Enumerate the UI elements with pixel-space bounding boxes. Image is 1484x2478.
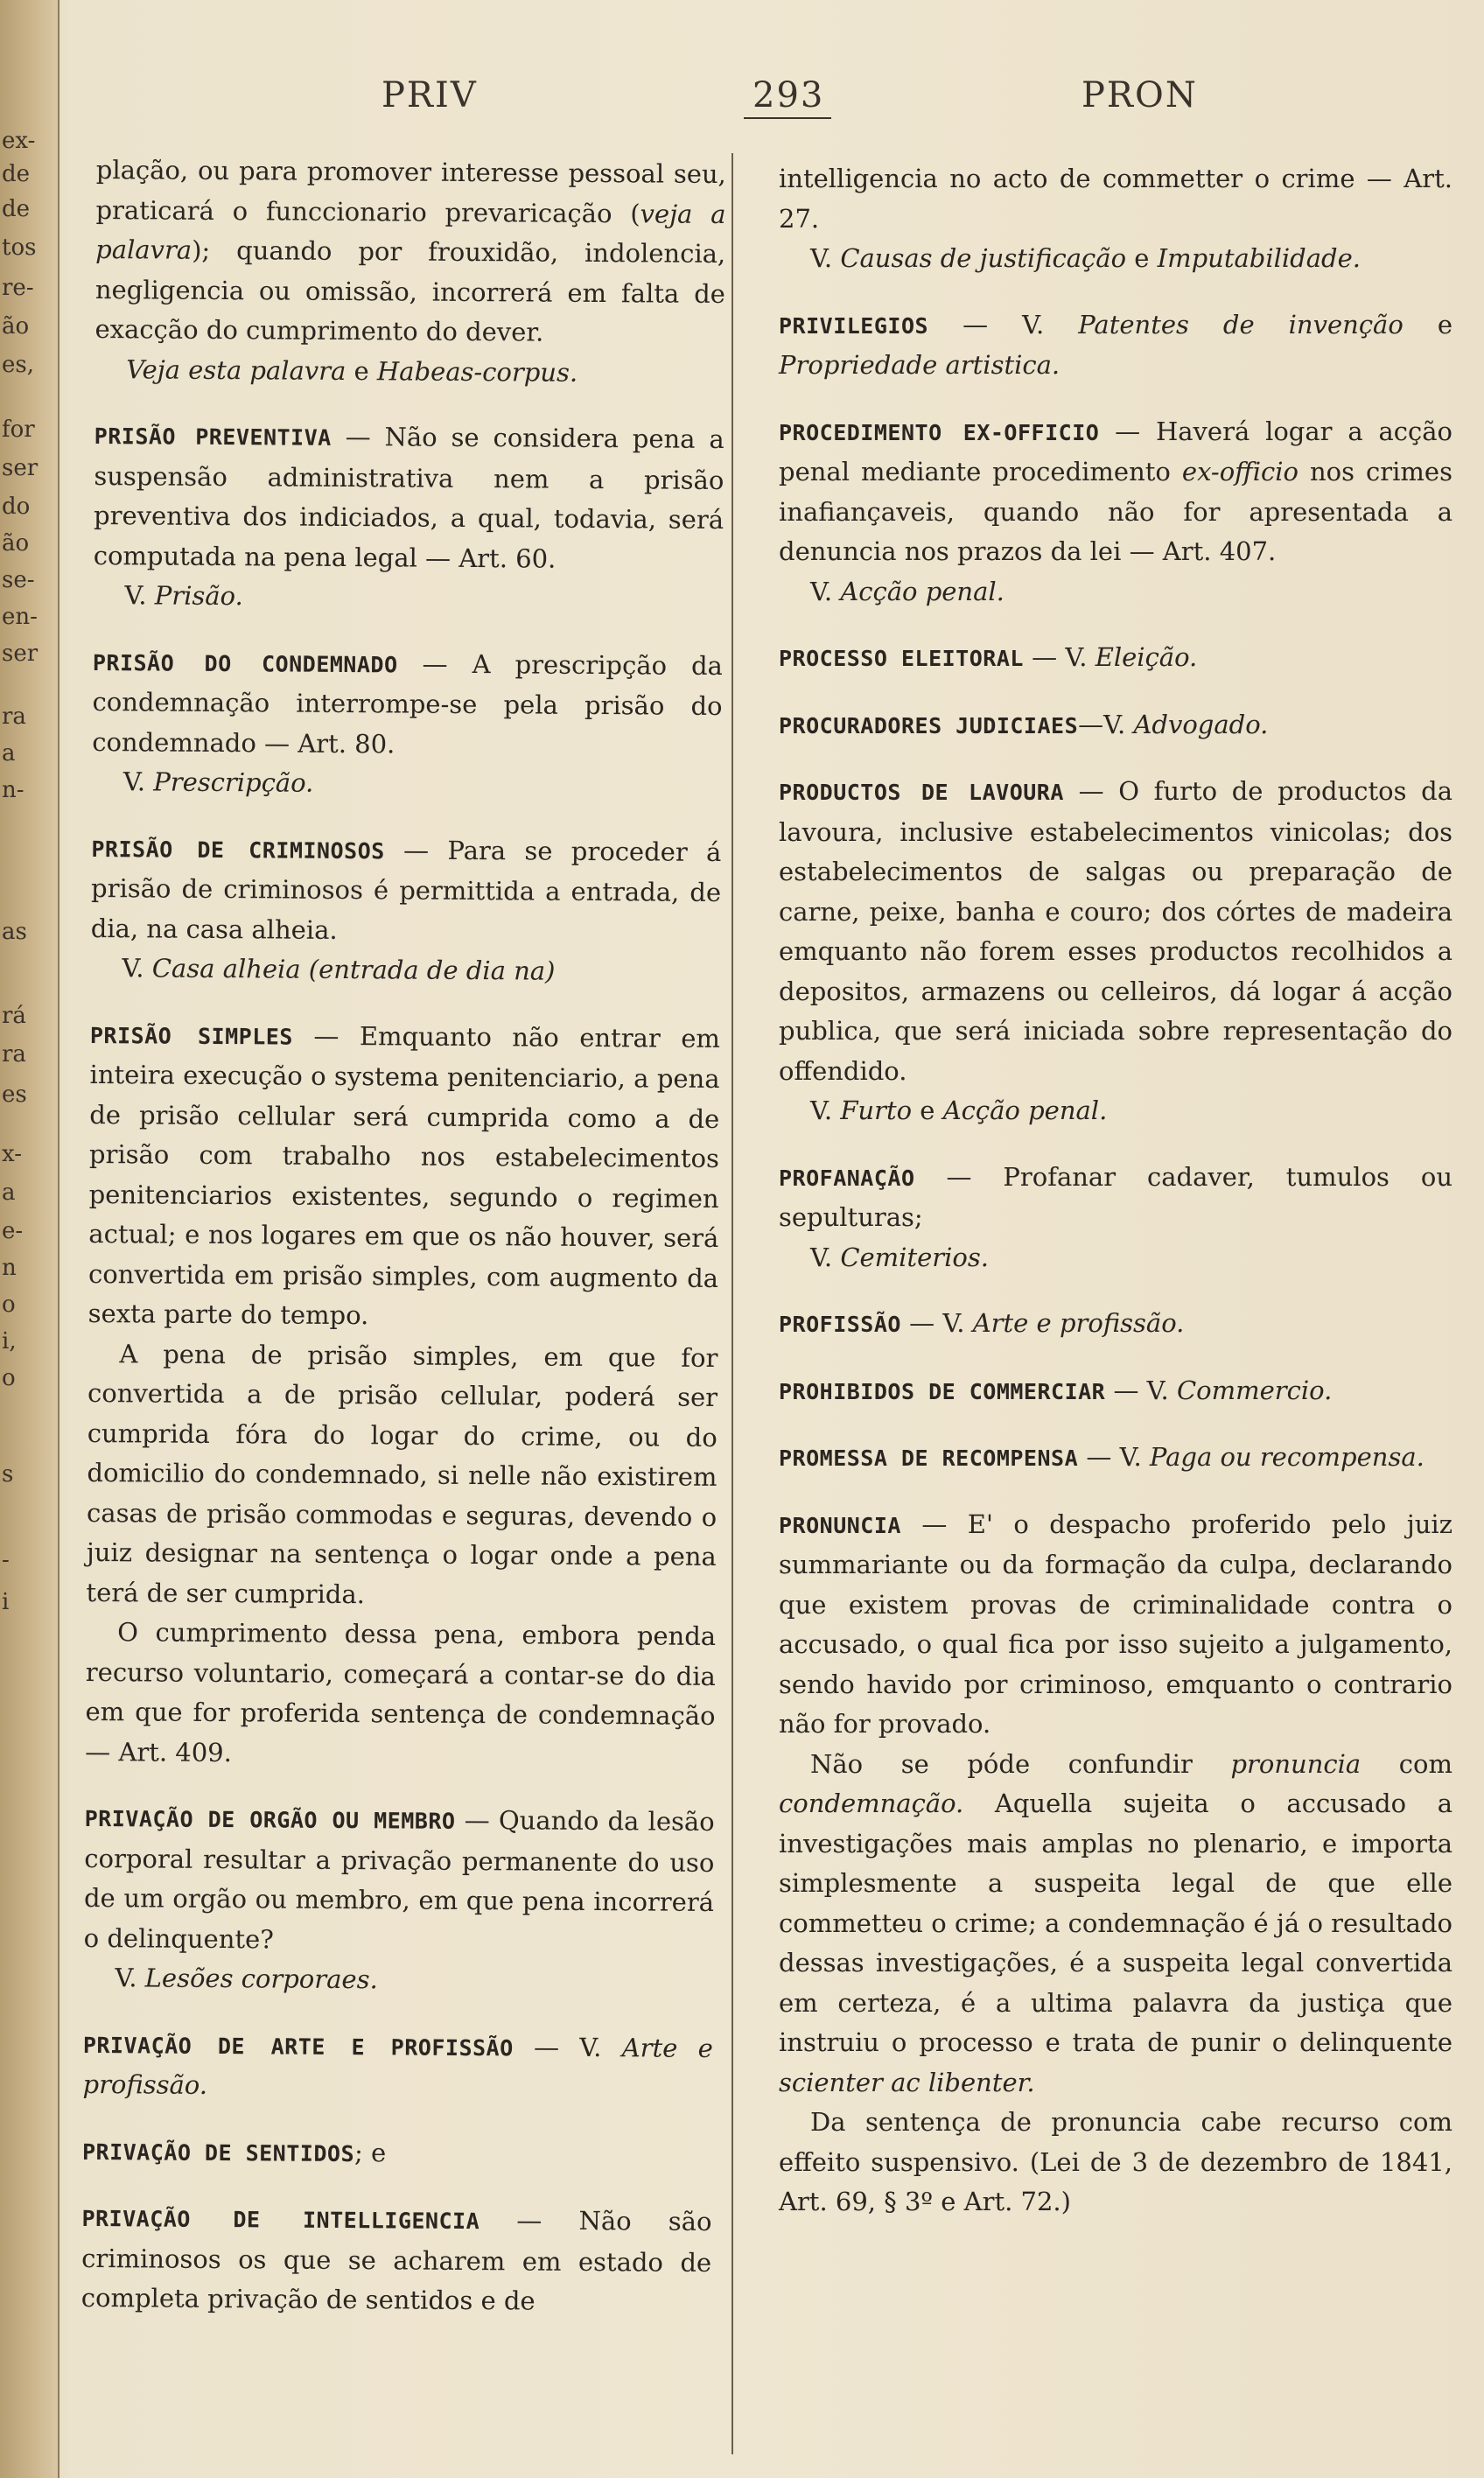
entry-text: PRISÃO DO CONDEMNADO — A prescripção da condemnação interrompe-se pela prisão do condemnado — Art. 80. (92, 648, 724, 759)
entry-promessa-de-recompensa (779, 1438, 1452, 1479)
entry-heading: PRODUCTOS DE LAVOURA (779, 780, 1064, 805)
margin-fragment: rá (2, 1003, 26, 1029)
margin-fragment: for (2, 416, 35, 443)
entry-heading: PROFANAÇÃO (779, 1165, 915, 1191)
margin-fragment: ra (2, 704, 26, 730)
entry-prisao-preventiva (93, 416, 724, 620)
margin-fragment: tos (2, 234, 37, 261)
entry-procuradores-judiciaes (779, 705, 1452, 746)
entry-privacao-de-intelligencia (81, 2198, 712, 2323)
page-number: 293 (752, 75, 825, 116)
entry-heading: PROFISSÃO (779, 1312, 901, 1337)
see-also: V. Causas de justificação e Imputabilidade. (810, 243, 1361, 273)
entry-text: PRISÃO SIMPLES — Emquanto não entrar em inteira execução o systema penitenciario, a pena de prisão cellular será cumprida como a de prisão com trabalho nos estabelecimentos penitenciarios existentes, segundo o regimen actual; e nos logares em que os não houver, será convertida em prisão simples, com augmento da sexta parte do tempo. (88, 1020, 721, 1331)
see-also: V. Prescripção. (122, 766, 314, 798)
entry-heading: PRONUNCIA (779, 1512, 901, 1538)
entry-profanacao (779, 1158, 1452, 1278)
see-also: V. Casa alheia (entrada de dia na) (122, 953, 556, 986)
see-also: V. Cemiterios. (810, 1242, 989, 1272)
entry-heading: PRISÃO DO CONDEMNADO (92, 649, 398, 677)
entry-text: PROCESSO ELEITORAL — V. Eleição. (779, 642, 1198, 672)
entry-paragraph: Não se póde confundir pronuncia com condemnação. Aquella sujeita o accusado a investigações mais amplas no plenario, e importa simplesmente a suspeita legal de que elle commetteu o crime; a condemnação é já o resultado dessas investigações, é a suspeita legal convertida em certeza, é a ultima palavra da justiça que instruiu o processo e trata de punir o delinquente scienter ac libenter. (779, 1748, 1452, 2097)
entry-heading: PRIVAÇÃO DE ARTE E PROFISSÃO (82, 2032, 514, 2061)
margin-fragment: es (2, 1082, 27, 1108)
entry-heading: PROCURADORES JUDICIAES (779, 712, 1079, 738)
entry-heading: PRISÃO SIMPLES (89, 1022, 294, 1050)
entry-text: PRIVAÇÃO DE SENTIDOS; e (81, 2137, 387, 2167)
margin-fragment: ra (2, 1041, 26, 1068)
margin-fragment: a (2, 1180, 16, 1206)
entry-heading: PRIVAÇÃO DE SENTIDOS (81, 2138, 355, 2166)
entry-heading: PROCESSO ELEITORAL (779, 646, 1024, 671)
margin-fragment: ser (2, 640, 38, 667)
entry-text: PROHIBIDOS DE COMMERCIAR — V. Commercio. (779, 1375, 1333, 1405)
margin-fragment: re- (2, 275, 34, 301)
margin-fragment: i, (2, 1328, 17, 1354)
right-column (779, 159, 1452, 2249)
margin-fragment: x- (2, 1141, 22, 1167)
entry-text: PRODUCTOS DE LAVOURA — O furto de productos da lavoura, inclusive estabelecimentos vinicolas; dos estabelecimentos de salgas ou preparação de carne, peixe, banha e couro; dos córtes de madeira emquanto não forem esses productos recolhidos a depositos, armazens ou celleiros, dá logar á acção publica, que será iniciada sobre representação do offendido. (779, 776, 1452, 1086)
entry-heading: PROHIBIDOS DE COMMERCIAR (779, 1378, 1106, 1404)
entry-text: PRISÃO DE CRIMINOSOS — Para se proceder á prisão de criminosos é permittida a entrada, de dia, na casa alheia. (90, 834, 722, 945)
margin-fragment: - (2, 1547, 10, 1573)
entry-heading: PRISÃO DE CRIMINOSOS (91, 836, 385, 864)
entry-paragraph: O cumprimento dessa pena, embora penda recurso voluntario, começará a contar-se do dia em que for proferida sentença de condemnação — Art. 409. (85, 1617, 717, 1768)
see-also: V. Lesões corporaes. (115, 1963, 378, 1995)
entry-text: PROMESSA DE RECOMPENSA — V. Paga ou recompensa. (779, 1442, 1424, 1472)
margin-fragment: ão (2, 530, 30, 556)
entry-heading: PRIVAÇÃO DE ORGÃO OU MEMBRO (84, 1805, 456, 1834)
entry-privacao-de-sentidos (82, 2131, 712, 2176)
see-also: V. Acção penal. (810, 576, 1004, 606)
entry-text: PROCURADORES JUDICIAES—V. Advogado. (779, 709, 1269, 739)
margin-fragment: as (2, 919, 27, 945)
margin-fragment: s (2, 1461, 14, 1488)
entry-text: PROCEDIMENTO EX-OFFICIO — Haverá logar a acção penal mediante procedimento ex-officio nos crimes inafiançaveis, quando não for apresentada a denuncia nos prazos da lei — Art. 407. (779, 416, 1452, 566)
entry-privacao-de-orgao (83, 1798, 715, 2003)
entry-heading: PROCEDIMENTO EX-OFFICIO (779, 419, 1100, 445)
margin-fragment: ex- (2, 128, 36, 154)
entry-text: PROFISSÃO — V. Arte e profissão. (779, 1308, 1185, 1338)
entry-heading: PRIVAÇÃO DE INTELLIGENCIA (81, 2205, 480, 2235)
margin-fragment: ser (2, 455, 38, 481)
column-divider (732, 153, 733, 2454)
margin-fragment: n (2, 1255, 17, 1281)
entry-text: PRIVAÇÃO DE ORGÃO OU MEMBRO — Quando da lesão corporal resultar a privação permanente do uso de um orgão ou membro, em que pena incorrerá o delinquente? (83, 1804, 715, 1954)
entry-privilegios (779, 305, 1452, 386)
margin-fragment: i (2, 1589, 10, 1615)
margin-fragment: n- (2, 777, 24, 803)
margin-fragment: do (2, 494, 31, 520)
entry-text: PRIVILEGIOS — V. Patentes de invenção e Propriedade artistica. (779, 309, 1452, 380)
entry-prisao-simples (85, 1014, 720, 1776)
entry-prohibidos-de-commerciar (779, 1371, 1452, 1412)
entry-text: PRONUNCIA — E' o despacho proferido pelo juiz summariante ou da formação da culpa, declarando que existem provas de criminalidade contra o accusado, o qual fica por isso sujeito a julgamento, sendo havido por criminoso, emquanto o contrario não for provado. (779, 1508, 1452, 1739)
entry-text: PROFANAÇÃO — Profanar cadaver, tumulos ou sepulturas; (779, 1161, 1452, 1232)
margin-fragment: es, (2, 352, 34, 378)
margin-fragment: en- (2, 604, 38, 630)
margin-fragment: de (2, 196, 31, 222)
entry-paragraph: A pena de prisão simples, em que for convertida a de prisão cellular, poderá ser cumprida fóra do logar do crime, ou do domicilio do condemnado, si nelle não existirem casas de prisão commodas e seguras, devendo o juiz designar na sentença o logar onde a pena terá de ser cumprida. (86, 1338, 718, 1609)
margin-fragment: se- (2, 567, 35, 593)
running-header-right: PRON (1082, 75, 1198, 116)
entry-text: intelligencia no acto de commetter o crime — Art. 27. (779, 164, 1452, 234)
see-also: V. Furto e Acção penal. (810, 1096, 1108, 1125)
left-column (80, 150, 725, 2348)
entry-prisao-de-criminosos (90, 828, 721, 992)
entry-profissao (779, 1304, 1452, 1345)
entry-pronuncia (779, 1505, 1452, 2222)
running-header-left: PRIV (382, 75, 478, 116)
entry-prisao-do-condemnado (92, 641, 723, 806)
entry-text: PRIVAÇÃO DE INTELLIGENCIA — Não são criminosos os que se acharem em estado de completa privação de sentidos e de (80, 2205, 712, 2316)
entry-heading: PRIVILEGIOS (779, 312, 929, 339)
entry-text: PRISÃO PREVENTIVA — Não se considera pena a suspensão administrativa nem a prisão preventiva dos indiciados, a qual, todavia, será computada na pena legal — Art. 60. (93, 421, 724, 574)
entry-continuation (779, 159, 1452, 279)
adjacent-page-edge (0, 0, 60, 2478)
margin-fragment: a (2, 740, 16, 766)
header-rule (744, 117, 831, 119)
entry-heading: PRISÃO PREVENTIVA (94, 423, 332, 451)
margin-fragment: ão (2, 313, 30, 340)
entry-continuation (94, 150, 726, 394)
entry-heading: PROMESSA DE RECOMPENSA (779, 1446, 1079, 1471)
entry-procedimento-ex-officio (779, 412, 1452, 612)
margin-fragment: o (2, 1292, 16, 1318)
entry-text: plação, ou para promover interesse pessoal seu, praticará o funccionario prevaricação (veja a palavra); quando por frouxidão, indolencia, negligencia ou omissão, incorrerá em falta de exacção do cumprimento do dever. (94, 154, 726, 347)
entry-privacao-de-arte (82, 2024, 713, 2109)
entry-paragraph: Da sentença de pronuncia cabe recurso com effeito suspensivo. (Lei de 3 de dezembro de 1841, Art. 69, § 3º e Art. 72.) (779, 2107, 1452, 2216)
margin-fragment: de (2, 161, 31, 187)
entry-text: PRIVAÇÃO DE ARTE E PROFISSÃO — V. Arte e profissão. (82, 2031, 713, 2100)
margin-fragment: e- (2, 1218, 24, 1244)
see-also: Veja esta palavra e Habeas-corpus. (126, 354, 578, 388)
see-also: V. Prisão. (124, 580, 243, 612)
entry-productos-de-lavoura (779, 772, 1452, 1131)
margin-fragment: o (2, 1365, 16, 1391)
entry-processo-eleitoral (779, 638, 1452, 679)
